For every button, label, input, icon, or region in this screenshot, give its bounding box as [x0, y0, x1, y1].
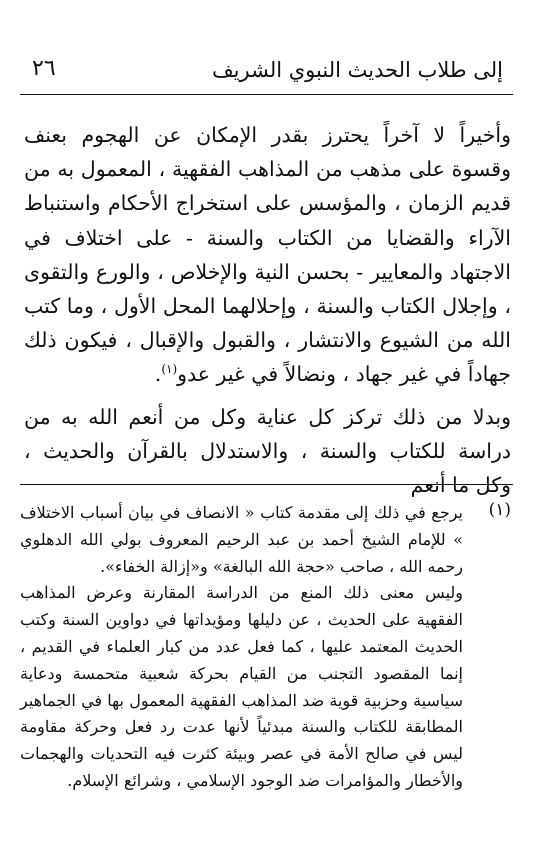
body-paragraph-1: وأخيراً لا آخراً يحترز بقدر الإمكان عن الهجوم بعنف وقسوة على مذهب من المذاهب الفقهية ، المعمول به من قديم الزمان ، والمؤسس على استخراج الأحكام واستنباط الآراء والقضايا من الكتاب والسنة - على اختلاف في الاجتهاد والمعايير - بحسن النية والإخلاص ، والورع والتقوى ، وإجلال الكتاب والسنة ، وإحلالهما المحل الأول ، وما كتب الله من الشيوع والانتشار ، والقبول والإقبال ، فيكون ذلك جهاداً في غير جهاد ، ونضالاً في غير عدو$^{(١)}$.: [24, 123, 511, 387]
footnote-reference[interactable]: (١): [161, 362, 178, 377]
body-paragraph-1-text: وأخيراً لا آخراً يحترز بقدر الإمكان عن الهجوم بعنف وقسوة على مذهب من المذاهب الفقهية ، المعمول به من قديم الزمان ، والمؤسس على استخراج الأحكام واستنباط الآراء والقضايا من الكتاب والسنة - على اختلاف في الاجتهاد والمعايير - بحسن النية والإخلاص ، والورع والتقوى ، وإجلال الكتاب والسنة ، وإحلالهما المحل الأول ، وما كتب الله من الشيوع والانتشار ، والقبول والإقبال ، فيكون ذلك جهاداً في غير جهاد ، ونضالاً في غير عدو: [24, 123, 511, 387]
footnote: [20, 500, 511, 795]
header-rule: [20, 94, 513, 95]
running-title: إلى طلاب الحديث النبوي الشريف: [211, 58, 503, 82]
main-text: [24, 118, 511, 502]
body-paragraph-2: وبدلا من ذلك تركز كل عناية وكل من أنعم الله به من دراسة للكتاب والسنة ، والاستدلال بالقرآن والحديث ، وكل ما أنعم: [24, 404, 511, 498]
footnote-divider: [20, 484, 513, 485]
footnote-text: [20, 500, 463, 795]
footnote-marker: (١): [488, 500, 511, 520]
footnote-paragraph-1: يرجع في ذلك إلى مقدمة كتاب « الانصاف في بيان أسباب الاختلاف » للإمام الشيخ أحمد بن عبد الرحيم المعروف بولي الله الدهلوي رحمه الله ، صاحب «حجة الله البالغة» و«إزالة الخفاء».: [20, 503, 464, 576]
footnote-paragraph-2: وليس معنى ذلك المنع من الدراسة المقارنة وعرض المذاهب الفقهية على الحديث ، عن دليلها ومؤيداتها في دواوين السنة وكتب الحديث المعتمد عليها ، كما فعل عدد من كبار العلماء في القديم ، إنما المقصود التجنب من القيام بحركة شعبية متحمسة ودعاية سياسية وحزبية قوية ضد المذاهب الفقهية المعمول بها في الجماهير المطابقة للكتاب والسنة مبدئياً لأنها عدت رد فعل وحركة مقاومة ليس في صالح الأمة في عصر وبيئة كثرت فيه التحديات والهجمات والأخطار والمؤامرات ضد الوجود الإسلامي ، وشرائع الإسلام.: [20, 583, 463, 790]
page-header: [20, 52, 513, 92]
page-number: ٢٦: [32, 56, 56, 81]
